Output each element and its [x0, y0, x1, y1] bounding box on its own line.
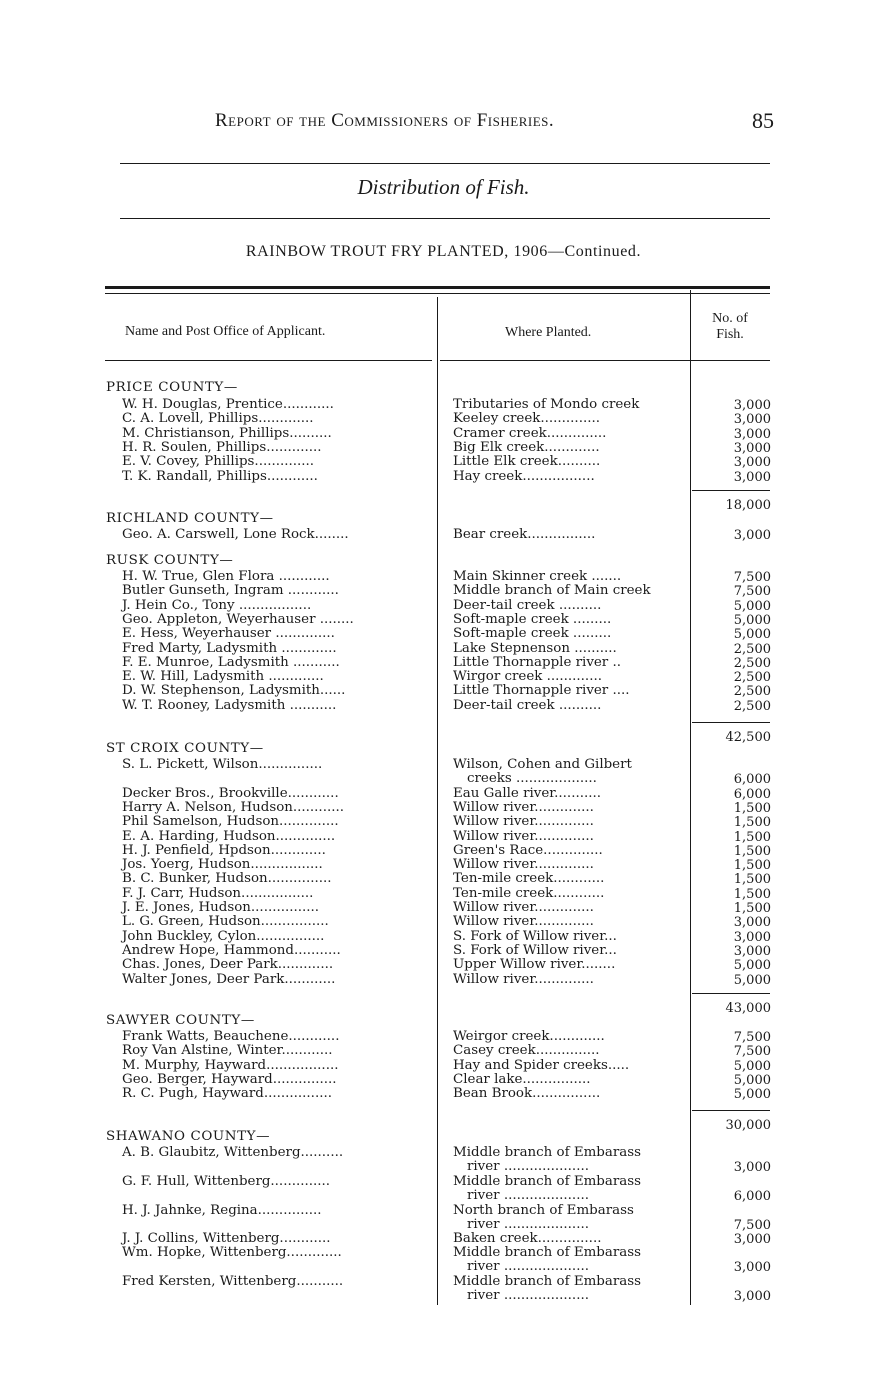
applicant-cell: G. F. Hull, Wittenberg..............: [122, 1174, 331, 1189]
where-planted-cell: Hay creek.................: [453, 468, 595, 484]
applicant-cell: John Buckley, Cylon................: [122, 928, 325, 944]
fish-count-cell: 1,500: [733, 829, 771, 845]
where-planted-cell: S. Fork of Willow river...: [453, 928, 617, 944]
where-planted-cell: Eau Galle river...........: [453, 785, 601, 801]
fish-count-cell: 1,500: [733, 886, 771, 902]
applicant-cell: E. A. Harding, Hudson..............: [122, 828, 336, 844]
where-planted-cell-continued: river ....................: [467, 1159, 589, 1175]
applicant-cell: Frank Watts, Beauchene............: [122, 1029, 340, 1044]
where-planted-cell-continued: river ....................: [467, 1259, 589, 1275]
applicant-cell: Fred Marty, Ladysmith .............: [122, 640, 337, 656]
where-planted-cell: Middle branch of Main creek: [453, 583, 651, 599]
where-planted-cell: Ten-mile creek............: [453, 871, 605, 887]
where-planted-cell-continued: river ....................: [467, 1217, 589, 1233]
fish-count-cell: 1,500: [733, 843, 771, 859]
applicant-cell: H. R. Soulen, Phillips.............: [122, 439, 322, 455]
applicant-cell: Walter Jones, Deer Park............: [122, 971, 336, 987]
fish-count-cell: 3,000: [733, 1289, 771, 1305]
where-planted-cell: Big Elk creek.............: [453, 439, 600, 455]
applicant-cell: E. W. Hill, Ladysmith .............: [122, 669, 324, 685]
fish-count-cell: 2,500: [733, 670, 771, 686]
header-rule-left: [105, 360, 432, 361]
where-planted-cell: Middle branch of Embarass: [453, 1145, 641, 1160]
applicant-cell: B. C. Bunker, Hudson...............: [122, 871, 332, 887]
table-title: RAINBOW TROUT FRY PLANTED, 1906—Continued.: [245, 243, 642, 260]
county-total: 30,000: [725, 1118, 771, 1133]
applicant-cell: D. W. Stephenson, Ladysmith......: [122, 683, 346, 699]
fish-count-cell: 3,000: [733, 915, 771, 931]
applicant-cell: Harry A. Nelson, Hudson............: [122, 799, 344, 815]
applicant-cell: J. E. Jones, Hudson................: [122, 900, 320, 915]
fish-count-cell: 5,000: [733, 1087, 771, 1103]
where-planted-cell: Deer-tail creek ..........: [453, 597, 602, 613]
section-subtitle: Distribution of Fish.: [357, 175, 530, 199]
header-rule: [120, 163, 770, 164]
where-planted-cell: Hay and Spider creeks.....: [453, 1057, 630, 1073]
applicant-cell: Chas. Jones, Deer Park.............: [122, 957, 334, 973]
where-planted-cell: Cramer creek..............: [453, 425, 607, 441]
where-planted-cell: Middle branch of Embarass: [453, 1174, 641, 1189]
fish-count-cell: 3,000: [733, 1160, 771, 1176]
fish-count-cell: 2,500: [733, 641, 771, 657]
where-planted-cell: Willow river..............: [453, 828, 594, 844]
applicant-cell: T. K. Randall, Phillips............: [122, 468, 318, 484]
county-heading: SHAWANO COUNTY—: [106, 1129, 271, 1144]
fish-count-cell: 1,500: [733, 815, 771, 831]
where-planted-cell: Wirgor creek .............: [453, 669, 602, 685]
where-planted-cell: Middle branch of Embarass: [453, 1245, 641, 1260]
fish-count-cell: 3,000: [733, 440, 771, 456]
fish-count-cell: 3,000: [733, 469, 771, 485]
fish-count-cell: 6,000: [733, 772, 771, 788]
where-planted-cell: Bean Brook................: [453, 1086, 601, 1102]
fish-count-cell: 3,000: [733, 943, 771, 959]
county-heading: SAWYER COUNTY—: [106, 1013, 255, 1028]
fish-count-cell: 7,500: [733, 584, 771, 600]
where-planted-cell: Tributaries of Mondo creek: [453, 397, 640, 412]
fish-count-cell: 5,000: [733, 612, 771, 628]
fish-count-cell: 7,500: [733, 1030, 771, 1045]
county-heading: PRICE COUNTY—: [106, 380, 238, 395]
applicant-cell: Fred Kersten, Wittenberg...........: [122, 1274, 344, 1289]
header-rule-right: [440, 360, 770, 361]
applicant-cell: Butler Gunseth, Ingram ............: [122, 583, 339, 599]
applicant-cell: A. B. Glaubitz, Wittenberg..........: [122, 1145, 344, 1160]
where-planted-cell: Willow river..............: [453, 900, 594, 915]
applicant-cell: J. J. Collins, Wittenberg............: [122, 1231, 331, 1246]
where-planted-cell: Main Skinner creek .......: [453, 569, 622, 584]
applicant-cell: S. L. Pickett, Wilson...............: [122, 757, 323, 772]
where-planted-cell-continued: river ....................: [467, 1188, 589, 1204]
fish-count-cell: 1,500: [733, 858, 771, 874]
where-planted-cell: Soft-maple creek .........: [453, 611, 612, 627]
applicant-cell: H. W. True, Glen Flora ............: [122, 569, 330, 584]
applicant-cell: Jos. Yoerg, Hudson.................: [122, 857, 323, 873]
where-planted-cell: Willow river..............: [453, 799, 594, 815]
applicant-cell: Geo. Berger, Hayward...............: [122, 1071, 337, 1087]
where-planted-cell: Keeley creek..............: [453, 411, 600, 427]
fish-count-cell: 5,000: [733, 1058, 771, 1074]
table-top-rule-thin: [105, 293, 770, 294]
fish-count-cell: 5,000: [733, 958, 771, 974]
subtotal-rule: [692, 722, 770, 723]
fish-count-cell: 1,500: [733, 872, 771, 888]
page-number: 85: [752, 108, 774, 133]
where-planted-cell: Ten-mile creek............: [453, 885, 605, 901]
fish-count-cell: 3,000: [733, 1232, 771, 1247]
where-planted-cell: Willow river..............: [453, 971, 594, 987]
where-planted-cell: Soft-maple creek .........: [453, 626, 612, 642]
fish-count-cell: 5,000: [733, 1072, 771, 1088]
county-total: 42,500: [725, 730, 771, 745]
applicant-cell: W. H. Douglas, Prentice............: [122, 397, 334, 412]
applicant-cell: R. C. Pugh, Hayward................: [122, 1086, 332, 1102]
fish-count-cell: 5,000: [733, 627, 771, 643]
applicant-cell: F. J. Carr, Hudson.................: [122, 885, 314, 901]
county-heading: ST CROIX COUNTY—: [106, 741, 264, 756]
fish-count-cell: 7,500: [733, 1044, 771, 1060]
fish-count-cell: 3,000: [733, 426, 771, 442]
where-planted-cell: Middle branch of Embarass: [453, 1274, 641, 1289]
county-heading: RICHLAND COUNTY—: [106, 511, 274, 526]
fish-count-cell: 3,000: [733, 929, 771, 945]
fish-count-cell: 3,000: [733, 412, 771, 428]
where-planted-cell: Wilson, Cohen and Gilbert: [453, 757, 632, 772]
applicant-cell: H. J. Penfield, Hpdson.............: [122, 842, 326, 858]
column-divider-2: [690, 290, 691, 1305]
applicant-cell: Decker Bros., Brookville............: [122, 785, 339, 801]
where-planted-cell: Bear creek................: [453, 527, 596, 542]
applicant-cell: Andrew Hope, Hammond...........: [122, 942, 341, 958]
applicant-cell: J. Hein Co., Tony .................: [122, 597, 312, 613]
where-planted-cell: Green's Race..............: [453, 842, 603, 858]
applicant-cell: F. E. Munroe, Ladysmith ...........: [122, 654, 340, 670]
applicant-cell: M. Murphy, Hayward.................: [122, 1057, 339, 1073]
fish-count-cell: 5,000: [733, 598, 771, 614]
where-planted-cell: Weirgor creek.............: [453, 1029, 605, 1044]
applicant-cell: M. Christianson, Phillips..........: [122, 425, 332, 441]
where-planted-cell: Lake Stepnenson ..........: [453, 640, 617, 656]
subtitle-rule: [120, 218, 770, 219]
applicant-cell: C. A. Lovell, Phillips.............: [122, 411, 314, 427]
where-planted-cell-continued: creeks ...................: [467, 771, 597, 787]
fish-count-cell: 6,000: [733, 786, 771, 802]
column-header-where: Where Planted.: [505, 325, 592, 340]
where-planted-cell: North branch of Embarass: [453, 1203, 634, 1218]
applicant-cell: Geo. A. Carswell, Lone Rock........: [122, 527, 349, 542]
applicant-cell: Wm. Hopke, Wittenberg.............: [122, 1245, 342, 1260]
table-top-rule-thick: [105, 286, 770, 289]
where-planted-cell: Deer-tail creek ..........: [453, 697, 602, 713]
fish-count-cell: 5,000: [733, 972, 771, 988]
where-planted-cell: Clear lake................: [453, 1071, 591, 1087]
where-planted-cell: Willow river..............: [453, 857, 594, 873]
where-planted-cell: Little Thornapple river ..: [453, 654, 621, 670]
applicant-cell: Geo. Appleton, Weyerhauser ........: [122, 611, 354, 627]
where-planted-cell: S. Fork of Willow river...: [453, 942, 617, 958]
fish-count-cell: 6,000: [733, 1189, 771, 1205]
county-total: 43,000: [725, 1001, 771, 1016]
where-planted-cell: Upper Willow river........: [453, 957, 616, 973]
running-title: Report of the Commissioners of Fisheries.: [215, 110, 555, 131]
fish-count-cell: 7,500: [733, 1218, 771, 1234]
fish-count-cell: 7,500: [733, 570, 771, 585]
fish-count-cell: 2,500: [733, 698, 771, 714]
applicant-cell: W. T. Rooney, Ladysmith ...........: [122, 697, 337, 713]
applicant-cell: Phil Samelson, Hudson..............: [122, 814, 339, 830]
where-planted-cell-continued: river ....................: [467, 1288, 589, 1304]
subtotal-rule: [692, 1110, 770, 1111]
where-planted-cell: Willow river..............: [453, 914, 594, 930]
fish-count-cell: 3,000: [733, 528, 771, 543]
where-planted-cell: Baken creek...............: [453, 1231, 602, 1246]
fish-count-cell: 3,000: [733, 1260, 771, 1276]
county-total: 18,000: [725, 498, 771, 513]
column-header-number: [700, 311, 760, 343]
applicant-cell: H. J. Jahnke, Regina...............: [122, 1203, 322, 1218]
where-planted-cell: Little Thornapple river ....: [453, 683, 630, 699]
subtotal-rule: [692, 490, 770, 491]
fish-count-cell: 2,500: [733, 655, 771, 671]
subtotal-rule: [692, 993, 770, 994]
applicant-cell: Roy Van Alstine, Winter............: [122, 1043, 333, 1059]
where-planted-cell: Casey creek...............: [453, 1043, 600, 1059]
applicant-cell: L. G. Green, Hudson................: [122, 914, 329, 930]
applicant-cell: E. Hess, Weyerhauser ..............: [122, 626, 335, 642]
where-planted-cell: Little Elk creek..........: [453, 454, 601, 470]
fish-count-cell: 3,000: [733, 455, 771, 471]
column-divider-1: [437, 297, 438, 1305]
fish-count-cell: 3,000: [733, 398, 771, 413]
where-planted-cell: Willow river..............: [453, 814, 594, 830]
fish-count-cell: 1,500: [733, 901, 771, 916]
fish-count-cell: 1,500: [733, 800, 771, 816]
column-header-applicant: Name and Post Office of Applicant.: [125, 324, 326, 339]
applicant-cell: E. V. Covey, Phillips..............: [122, 454, 315, 470]
county-heading: RUSK COUNTY—: [106, 553, 234, 568]
fish-count-cell: 2,500: [733, 684, 771, 700]
column-header-number-text: No. of Fish.: [712, 311, 748, 342]
